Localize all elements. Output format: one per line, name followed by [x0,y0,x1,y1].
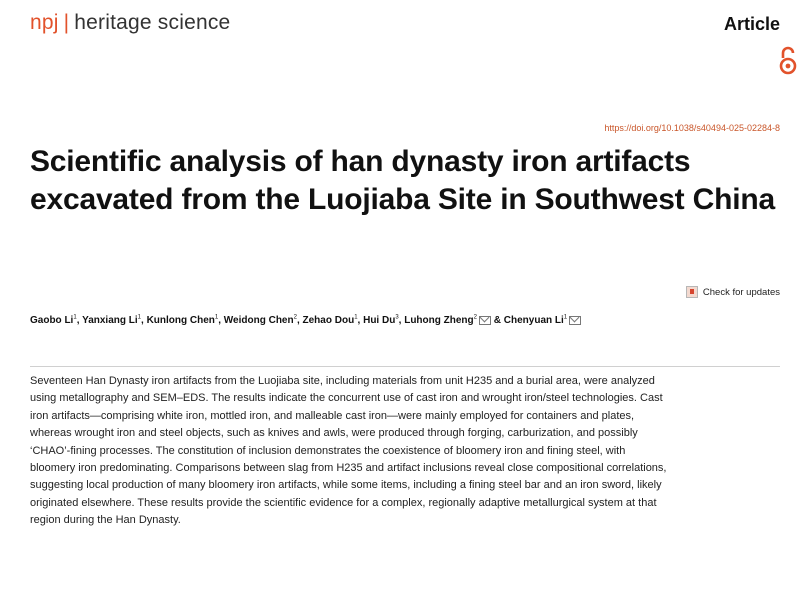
author-item[interactable]: Luhong Zheng$^2$ & [404,315,504,327]
email-icon[interactable] [479,316,491,325]
abstract-text: Seventeen Han Dynasty iron artifacts from the Luojiaba site, including materials from unit H235 and a burial area, were analyzed using metallography and SEM–EDS. The results indicate the concurrent use of cast iron and wrought iron/steel technologies. Cast iron artifacts—comprising white iron, mottled iron, and malleable cast iron—were mainly employed for containers and plates, whereas wrought iron and steel objects, such as knives and awls, were produced through forging, carburization, and possibly ‘CHAO’-fining processes. The constitution of inclusion demonstrates the coexistence of bloomery iron and fining steel, with bloomery iron predominating. Comparisons between slag from H235 and artifact inclusions reveal close compositional correlations, suggesting local production of many bloomery iron artifacts, while some items, including a fining steel bar and an iron sword, likely originated elsewhere. These results provide the scientific evidence for a complex, regionally adaptive metallurgical system at that region during the Han Dynasty. [30,375,667,527]
author-item[interactable]: Yanxiang Li$^1$, [82,315,147,327]
journal-header [30,8,780,38]
article-type-label: Article [723,14,780,34]
journal-name: heritage science [74,11,231,34]
author-item[interactable]: Weidong Chen$^2$, [223,315,303,327]
section-divider [30,366,780,367]
check-for-updates-button[interactable] [686,286,780,298]
author-item[interactable]: Chenyuan Li$^1$ [504,315,581,326]
author-item[interactable]: Kunlong Chen$^1$, [146,315,224,327]
author-item[interactable]: Hui Du$^3$, [363,315,405,327]
author-list [30,310,670,329]
check-for-updates-icon [686,286,698,298]
open-access-icon [778,46,798,76]
check-for-updates-label: Check for updates [702,286,780,298]
journal-prefix: npj [30,11,59,34]
journal-title[interactable] [30,11,230,35]
journal-separator: | [63,11,70,34]
email-icon[interactable] [569,316,581,325]
article-title: Scientific analysis of han dynasty iron artifacts excavated from the Luojiaba Site in Southwest China [30,145,775,216]
doi-link[interactable]: https://doi.org/10.1038/s40494-025-02284-8 [604,123,780,133]
author-item[interactable]: Zehao Dou$^1$, [302,315,364,327]
author-item[interactable]: Gaobo Li$^1$, [30,315,83,327]
